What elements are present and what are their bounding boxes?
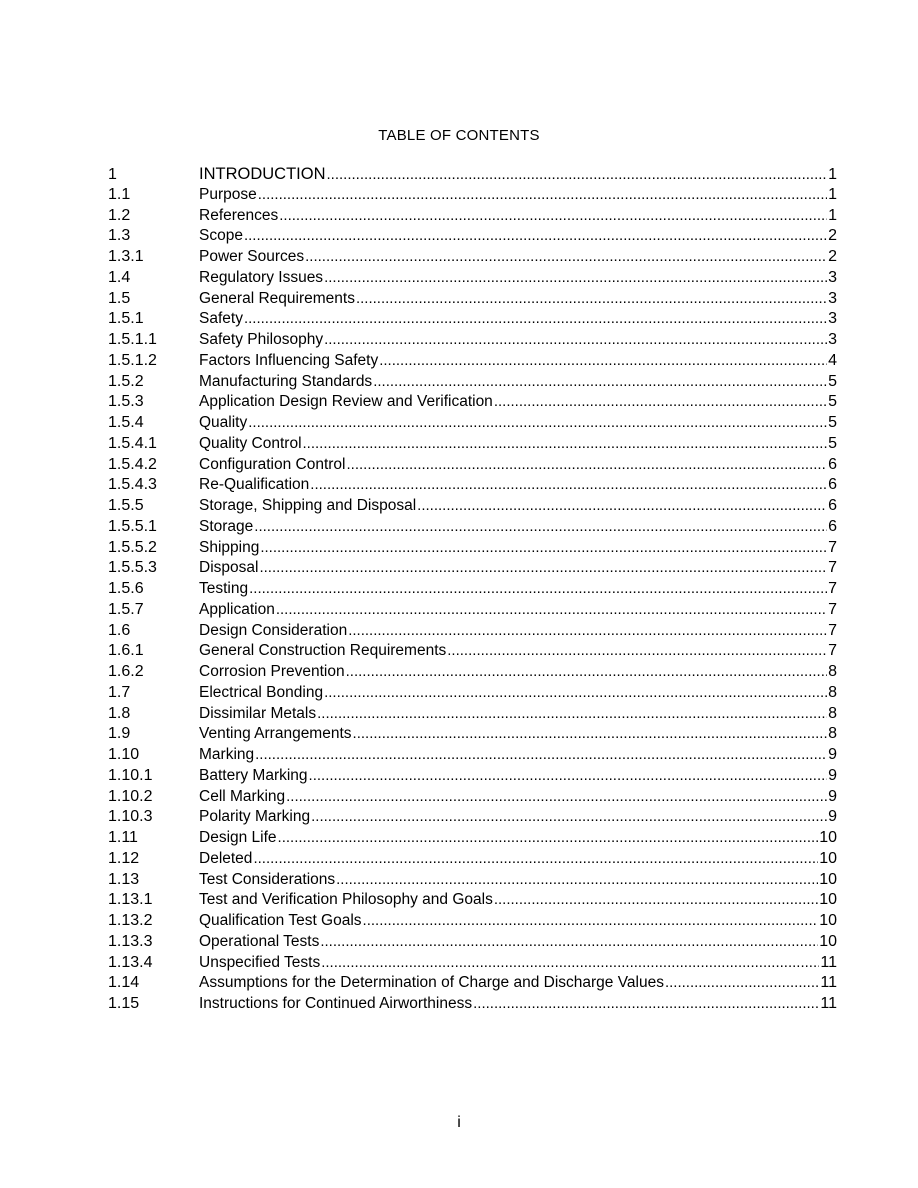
- toc-entry-number: 1.5.4.1: [108, 434, 157, 452]
- toc-entry-page: 6: [828, 476, 837, 494]
- toc-entry-page: 2: [828, 227, 837, 245]
- toc-entry[interactable]: [108, 310, 837, 331]
- toc-dot-leader: [473, 995, 819, 1012]
- toc-entry-title: Factors Influencing Safety: [199, 351, 379, 369]
- toc-entry-number: 1.10.2: [108, 787, 153, 805]
- toc-dot-leader: [346, 663, 827, 680]
- toc-entry-number: 1.5.4: [108, 414, 144, 431]
- toc-entry-title: Purpose: [199, 185, 257, 203]
- toc-dot-leader: [309, 767, 828, 784]
- toc-entry-title: General Construction Requirements: [199, 642, 447, 660]
- toc-entry-number: 1.5.1.1: [108, 331, 157, 348]
- toc-dot-leader: [379, 352, 827, 369]
- toc-dot-leader: [346, 456, 827, 473]
- toc-entry[interactable]: [108, 165, 837, 186]
- toc-entry-page: 10: [819, 829, 837, 846]
- toc-entry-number: 1.9: [108, 725, 131, 743]
- page-number: i: [457, 1114, 461, 1131]
- toc-entry-title: Application Design Review and Verification: [199, 393, 493, 411]
- toc-entry-number: 1.12: [108, 849, 140, 867]
- toc-dot-leader: [259, 559, 827, 576]
- toc-entry[interactable]: [108, 248, 837, 269]
- toc-entry-number: 1.5.1.2: [108, 351, 157, 369]
- toc-entry-title: Application: [199, 600, 275, 618]
- toc-entry-number: 1.6.1: [108, 642, 144, 660]
- toc-entry-title: Operational Tests: [199, 932, 320, 950]
- toc-entry[interactable]: [108, 186, 837, 207]
- toc-dot-leader: [373, 373, 827, 390]
- toc-dot-leader: [324, 684, 827, 701]
- toc-entry[interactable]: [108, 352, 837, 373]
- toc-entry[interactable]: [108, 539, 837, 560]
- toc-dot-leader: [363, 912, 819, 929]
- toc-entry-page: 9: [828, 766, 837, 784]
- toc-entry-number: 1.10.3: [108, 808, 153, 826]
- toc-entry-number: 1.13.3: [108, 932, 153, 950]
- toc-dot-leader: [494, 891, 818, 908]
- toc-entry[interactable]: [108, 850, 837, 871]
- toc-entry-title: Power Sources: [199, 248, 305, 265]
- toc-entry-page: 7: [828, 621, 837, 639]
- toc-dot-leader: [417, 497, 827, 514]
- toc-list: [108, 165, 837, 1016]
- toc-entry-number: 1.13: [108, 870, 140, 888]
- toc-entry-page: 9: [828, 787, 837, 805]
- toc-entry-number: 1.8: [108, 704, 131, 722]
- toc-entry-title: Quality: [199, 414, 248, 431]
- toc-entry[interactable]: [108, 642, 837, 663]
- toc-entry[interactable]: [108, 227, 837, 248]
- toc-entry[interactable]: [108, 933, 837, 954]
- toc-entry-page: 6: [828, 517, 837, 535]
- toc-entry-title: INTRODUCTION: [199, 165, 326, 183]
- toc-entry[interactable]: [108, 518, 837, 539]
- toc-entry-page: 3: [828, 310, 837, 328]
- toc-entry[interactable]: [108, 622, 837, 643]
- toc-entry-number: 1.5.7: [108, 600, 144, 618]
- toc-entry-number: 1.5.1: [108, 310, 144, 328]
- toc-entry-number: 1: [108, 166, 117, 183]
- toc-entry-title: Re-Qualification: [199, 476, 310, 494]
- toc-entry[interactable]: [108, 456, 837, 477]
- toc-entry-page: 1: [828, 206, 837, 224]
- toc-entry-title: Test Considerations: [199, 870, 336, 888]
- toc-dot-leader: [356, 290, 827, 307]
- toc-entry-page: 8: [828, 683, 837, 701]
- toc-dot-leader: [279, 207, 827, 224]
- toc-entry-title: Battery Marking: [199, 766, 308, 784]
- toc-entry-title: Test and Verification Philosophy and Goals: [199, 891, 493, 909]
- toc-entry-title: General Requirements: [199, 289, 355, 307]
- toc-entry-page: 6: [828, 497, 837, 514]
- toc-entry-page: 10: [819, 912, 837, 929]
- toc-entry-page: 7: [828, 559, 837, 577]
- toc-dot-leader: [353, 725, 828, 742]
- toc-dot-leader: [310, 476, 827, 493]
- toc-entry-page: 1: [828, 166, 837, 183]
- toc-entry-title: Design Consideration: [199, 621, 348, 639]
- toc-entry[interactable]: [108, 663, 837, 684]
- toc-entry-page: 6: [828, 455, 837, 473]
- toc-entry-page: 5: [828, 372, 837, 390]
- toc-entry-number: 1.11: [108, 829, 138, 846]
- toc-entry-page: 5: [828, 414, 837, 431]
- toc-entry-title: Marking: [199, 746, 255, 763]
- toc-entry[interactable]: [108, 373, 837, 394]
- toc-entry-title: Scope: [199, 227, 243, 245]
- toc-entry-number: 1.5.4.3: [108, 476, 157, 494]
- toc-entry-number: 1.5.2: [108, 372, 144, 390]
- toc-entry[interactable]: [108, 974, 837, 995]
- toc-entry-title: Polarity Marking: [199, 808, 311, 826]
- toc-entry-number: 1.15: [108, 995, 140, 1012]
- toc-entry-title: References: [199, 206, 279, 224]
- toc-entry-page: 1: [828, 185, 837, 203]
- toc-entry-page: 7: [828, 600, 837, 618]
- toc-entry-page: 7: [828, 538, 837, 556]
- toc-entry[interactable]: [108, 746, 837, 767]
- toc-dot-leader: [249, 580, 827, 597]
- toc-entry-page: 3: [828, 331, 837, 348]
- toc-entry-number: 1.13.2: [108, 912, 153, 929]
- toc-dot-leader: [317, 705, 827, 722]
- toc-entry-title: Instructions for Continued Airworthiness: [199, 995, 473, 1012]
- toc-entry-title: Electrical Bonding: [199, 683, 324, 701]
- toc-dot-leader: [336, 871, 818, 888]
- toc-entry-number: 1.13.1: [108, 891, 153, 909]
- toc-entry-title: Regulatory Issues: [199, 268, 324, 286]
- toc-entry[interactable]: [108, 995, 837, 1016]
- toc-entry-title: Cell Marking: [199, 787, 286, 805]
- toc-entry-number: 1.10: [108, 746, 140, 763]
- toc-dot-leader: [348, 622, 827, 639]
- toc-entry-number: 1.14: [108, 974, 140, 992]
- toc-entry-title: Safety: [199, 310, 243, 328]
- toc-dot-leader: [244, 310, 827, 327]
- toc-entry-page: 11: [820, 953, 837, 971]
- toc-dot-leader: [303, 435, 828, 452]
- toc-dot-leader: [320, 933, 818, 950]
- toc-dot-leader: [324, 331, 827, 348]
- toc-entry-number: 1.4: [108, 268, 131, 286]
- toc-entry-title: Assumptions for the Determination of Charge and Discharge Values: [199, 974, 664, 992]
- toc-entry-title: Configuration Control: [199, 455, 346, 473]
- toc-entry-number: 1.5.5.2: [108, 538, 157, 556]
- toc-dot-leader: [494, 393, 827, 410]
- toc-entry[interactable]: [108, 954, 837, 975]
- page-title: TABLE OF CONTENTS: [378, 127, 540, 144]
- toc-entry[interactable]: [108, 808, 837, 829]
- toc-entry[interactable]: [108, 476, 837, 497]
- toc-entry-number: 1.6.2: [108, 663, 144, 680]
- toc-entry-page: 8: [828, 663, 837, 680]
- toc-entry-title: Venting Arrangements: [199, 725, 352, 743]
- toc-dot-leader: [255, 746, 827, 763]
- toc-dot-leader: [276, 601, 827, 618]
- toc-entry-page: 7: [828, 580, 837, 597]
- toc-entry-title: Design Life: [199, 829, 277, 846]
- toc-dot-leader: [278, 829, 819, 846]
- toc-entry-number: 1.13.4: [108, 953, 153, 971]
- toc-entry-title: Corrosion Prevention: [199, 663, 345, 680]
- toc-entry-page: 10: [819, 870, 837, 888]
- toc-entry-title: Quality Control: [199, 434, 302, 452]
- toc-entry-title: Unspecified Tests: [199, 953, 321, 971]
- toc-entry-title: Safety Philosophy: [199, 331, 324, 348]
- toc-dot-leader: [254, 518, 827, 535]
- toc-dot-leader: [324, 269, 827, 286]
- toc-entry-title: Storage: [199, 517, 254, 535]
- toc-dot-leader: [258, 186, 827, 203]
- toc-dot-leader: [305, 248, 827, 265]
- toc-dot-leader: [665, 974, 819, 991]
- toc-entry-number: 1.1: [108, 185, 131, 203]
- toc-dot-leader: [327, 166, 828, 183]
- toc-entry-title: Dissimilar Metals: [199, 704, 317, 722]
- toc-entry[interactable]: [108, 580, 837, 601]
- toc-entry-page: 5: [828, 434, 837, 452]
- toc-entry[interactable]: [108, 393, 837, 414]
- toc-entry[interactable]: [108, 290, 837, 311]
- toc-entry[interactable]: [108, 705, 837, 726]
- toc-entry[interactable]: [108, 912, 837, 933]
- toc-entry-number: 1.10.1: [108, 766, 153, 784]
- toc-entry-number: 1.7: [108, 683, 131, 701]
- toc-dot-leader: [321, 954, 819, 971]
- toc-entry-title: Disposal: [199, 559, 259, 577]
- toc-entry-number: 1.3.1: [108, 248, 144, 265]
- toc-entry-title: Qualification Test Goals: [199, 912, 362, 929]
- toc-entry-page: 3: [828, 268, 837, 286]
- toc-entry[interactable]: [108, 871, 837, 892]
- toc-entry[interactable]: [108, 559, 837, 580]
- toc-entry-number: 1.2: [108, 206, 131, 224]
- toc-entry-number: 1.5.5: [108, 497, 144, 514]
- toc-entry-number: 1.5.5.1: [108, 517, 157, 535]
- toc-dot-leader: [311, 808, 827, 825]
- toc-entry[interactable]: [108, 684, 837, 705]
- toc-entry-page: 9: [828, 746, 837, 763]
- toc-dot-leader: [286, 788, 827, 805]
- toc-entry[interactable]: [108, 414, 837, 435]
- toc-entry[interactable]: [108, 331, 837, 352]
- toc-entry-page: 8: [828, 725, 837, 743]
- toc-entry-page: 10: [819, 932, 837, 950]
- toc-entry[interactable]: [108, 829, 837, 850]
- toc-entry[interactable]: [108, 435, 837, 456]
- toc-entry-page: 9: [828, 808, 837, 826]
- toc-entry-page: 10: [819, 891, 837, 909]
- toc-dot-leader: [260, 539, 827, 556]
- toc-entry[interactable]: [108, 767, 837, 788]
- toc-entry-number: 1.6: [108, 621, 131, 639]
- toc-entry-page: 8: [828, 704, 837, 722]
- toc-entry-number: 1.5.6: [108, 580, 144, 597]
- toc-entry[interactable]: [108, 601, 837, 622]
- toc-entry-page: 11: [820, 974, 837, 992]
- toc-entry-page: 5: [828, 393, 837, 411]
- toc-entry[interactable]: [108, 891, 837, 912]
- toc-entry-page: 3: [828, 289, 837, 307]
- toc-entry-page: 10: [819, 849, 837, 867]
- toc-entry-title: Deleted: [199, 849, 253, 867]
- toc-dot-leader: [447, 642, 827, 659]
- toc-entry-number: 1.3: [108, 227, 131, 245]
- toc-dot-leader: [253, 850, 818, 867]
- toc-dot-leader: [244, 227, 827, 244]
- toc-dot-leader: [248, 414, 827, 431]
- toc-entry-number: 1.5: [108, 289, 131, 307]
- toc-entry-page: 4: [828, 351, 837, 369]
- toc-entry-title: Shipping: [199, 538, 260, 556]
- toc-entry-title: Testing: [199, 580, 249, 597]
- toc-entry[interactable]: [108, 207, 837, 228]
- toc-entry-title: Manufacturing Standards: [199, 372, 373, 390]
- toc-entry-page: 11: [820, 995, 837, 1012]
- toc-entry[interactable]: [108, 788, 837, 809]
- toc-entry-page: 2: [828, 248, 837, 265]
- toc-entry-number: 1.5.4.2: [108, 455, 157, 473]
- toc-entry-number: 1.5.5.3: [108, 559, 157, 577]
- toc-entry-page: 7: [828, 642, 837, 660]
- toc-entry-title: Storage, Shipping and Disposal: [199, 497, 417, 514]
- toc-entry[interactable]: [108, 497, 837, 518]
- toc-entry-number: 1.5.3: [108, 393, 144, 411]
- toc-entry[interactable]: [108, 269, 837, 290]
- toc-entry[interactable]: [108, 725, 837, 746]
